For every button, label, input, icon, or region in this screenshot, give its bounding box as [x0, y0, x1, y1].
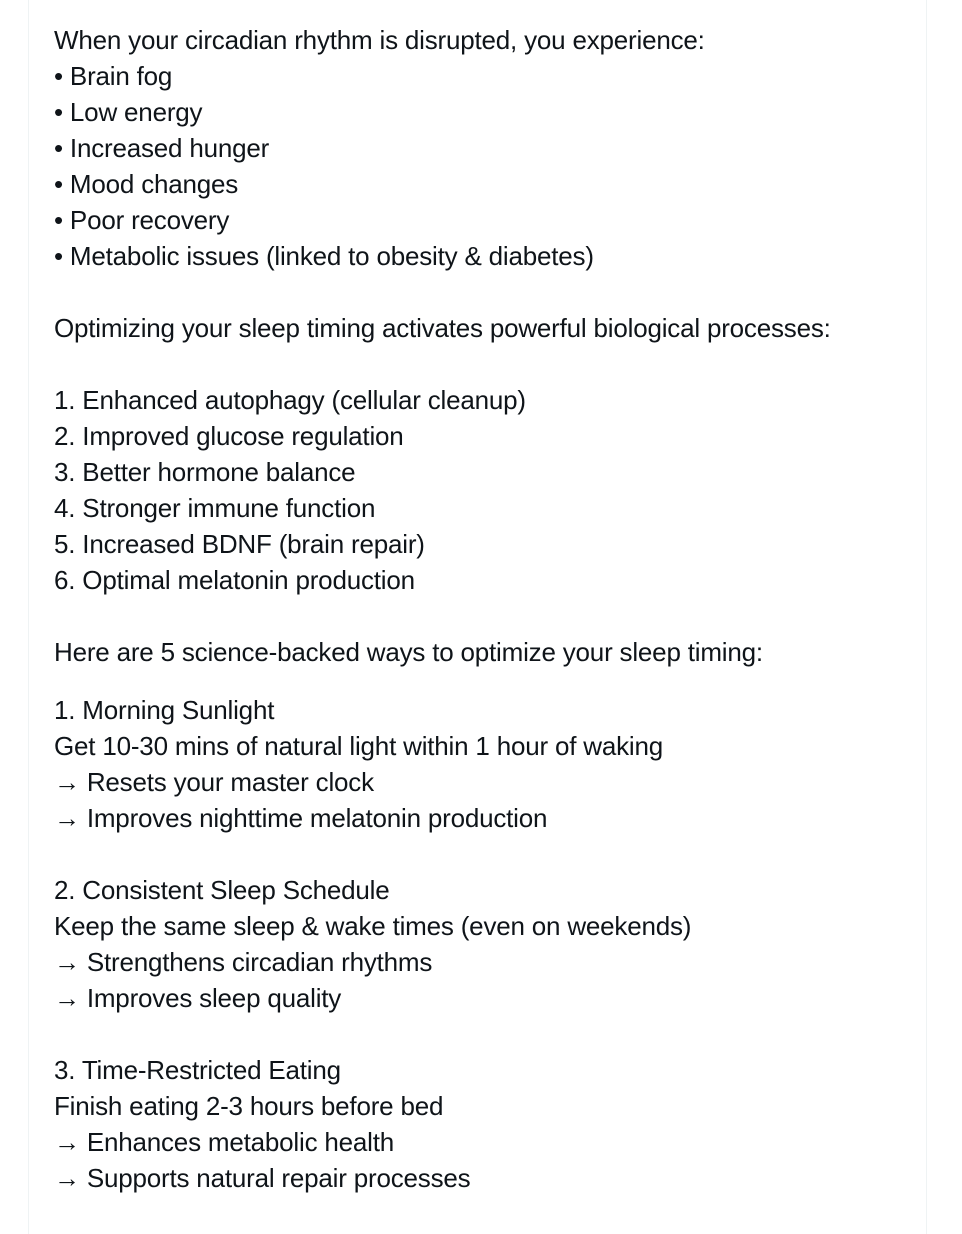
way-title: 1. Morning Sunlight: [54, 695, 275, 725]
post-body-text: [54, 22, 914, 1196]
symptom-item: • Increased hunger: [54, 133, 270, 163]
optimizing-heading: Optimizing your sleep timing activates powerful biological processes:: [54, 313, 831, 343]
paragraph-gap: [54, 1016, 914, 1052]
way-benefit: → Resets your master clock: [54, 767, 374, 797]
way-description: Finish eating 2-3 hours before bed: [54, 1091, 444, 1121]
way-benefit: → Enhances metabolic health: [54, 1127, 395, 1157]
symptom-item: • Poor recovery: [54, 205, 230, 235]
process-item: 3. Better hormone balance: [54, 457, 356, 487]
way-title: 2. Consistent Sleep Schedule: [54, 875, 390, 905]
ways-heading: Here are 5 science-backed ways to optimize your sleep timing:: [54, 637, 763, 667]
way-title: 3. Time-Restricted Eating: [54, 1055, 341, 1085]
paragraph-gap: [54, 274, 914, 310]
way-benefit: → Improves sleep quality: [54, 983, 342, 1013]
process-item: 2. Improved glucose regulation: [54, 421, 404, 451]
paragraph-gap: [54, 346, 914, 382]
post-left-border: [28, 0, 29, 1234]
way-description: Get 10-30 mins of natural light within 1 hour of waking: [54, 731, 664, 761]
process-item: 6. Optimal melatonin production: [54, 565, 415, 595]
way-benefit: → Supports natural repair processes: [54, 1163, 471, 1193]
paragraph-gap: [54, 598, 914, 634]
way-description: Keep the same sleep & wake times (even on weekends): [54, 911, 692, 941]
way-benefit: → Improves nighttime melatonin production: [54, 803, 548, 833]
symptom-item: • Mood changes: [54, 169, 239, 199]
symptom-item: • Brain fog: [54, 61, 173, 91]
way-benefit: → Strengthens circadian rhythms: [54, 947, 433, 977]
process-item: 1. Enhanced autophagy (cellular cleanup): [54, 385, 526, 415]
paragraph-gap: [54, 670, 914, 692]
symptom-item: • Low energy: [54, 97, 203, 127]
process-item: 4. Stronger immune function: [54, 493, 376, 523]
process-item: 5. Increased BDNF (brain repair): [54, 529, 425, 559]
intro-line: When your circadian rhythm is disrupted, you experience:: [54, 25, 705, 55]
paragraph-gap: [54, 836, 914, 872]
symptom-item: • Metabolic issues (linked to obesity & diabetes): [54, 241, 594, 271]
post-right-border: [926, 0, 927, 1234]
